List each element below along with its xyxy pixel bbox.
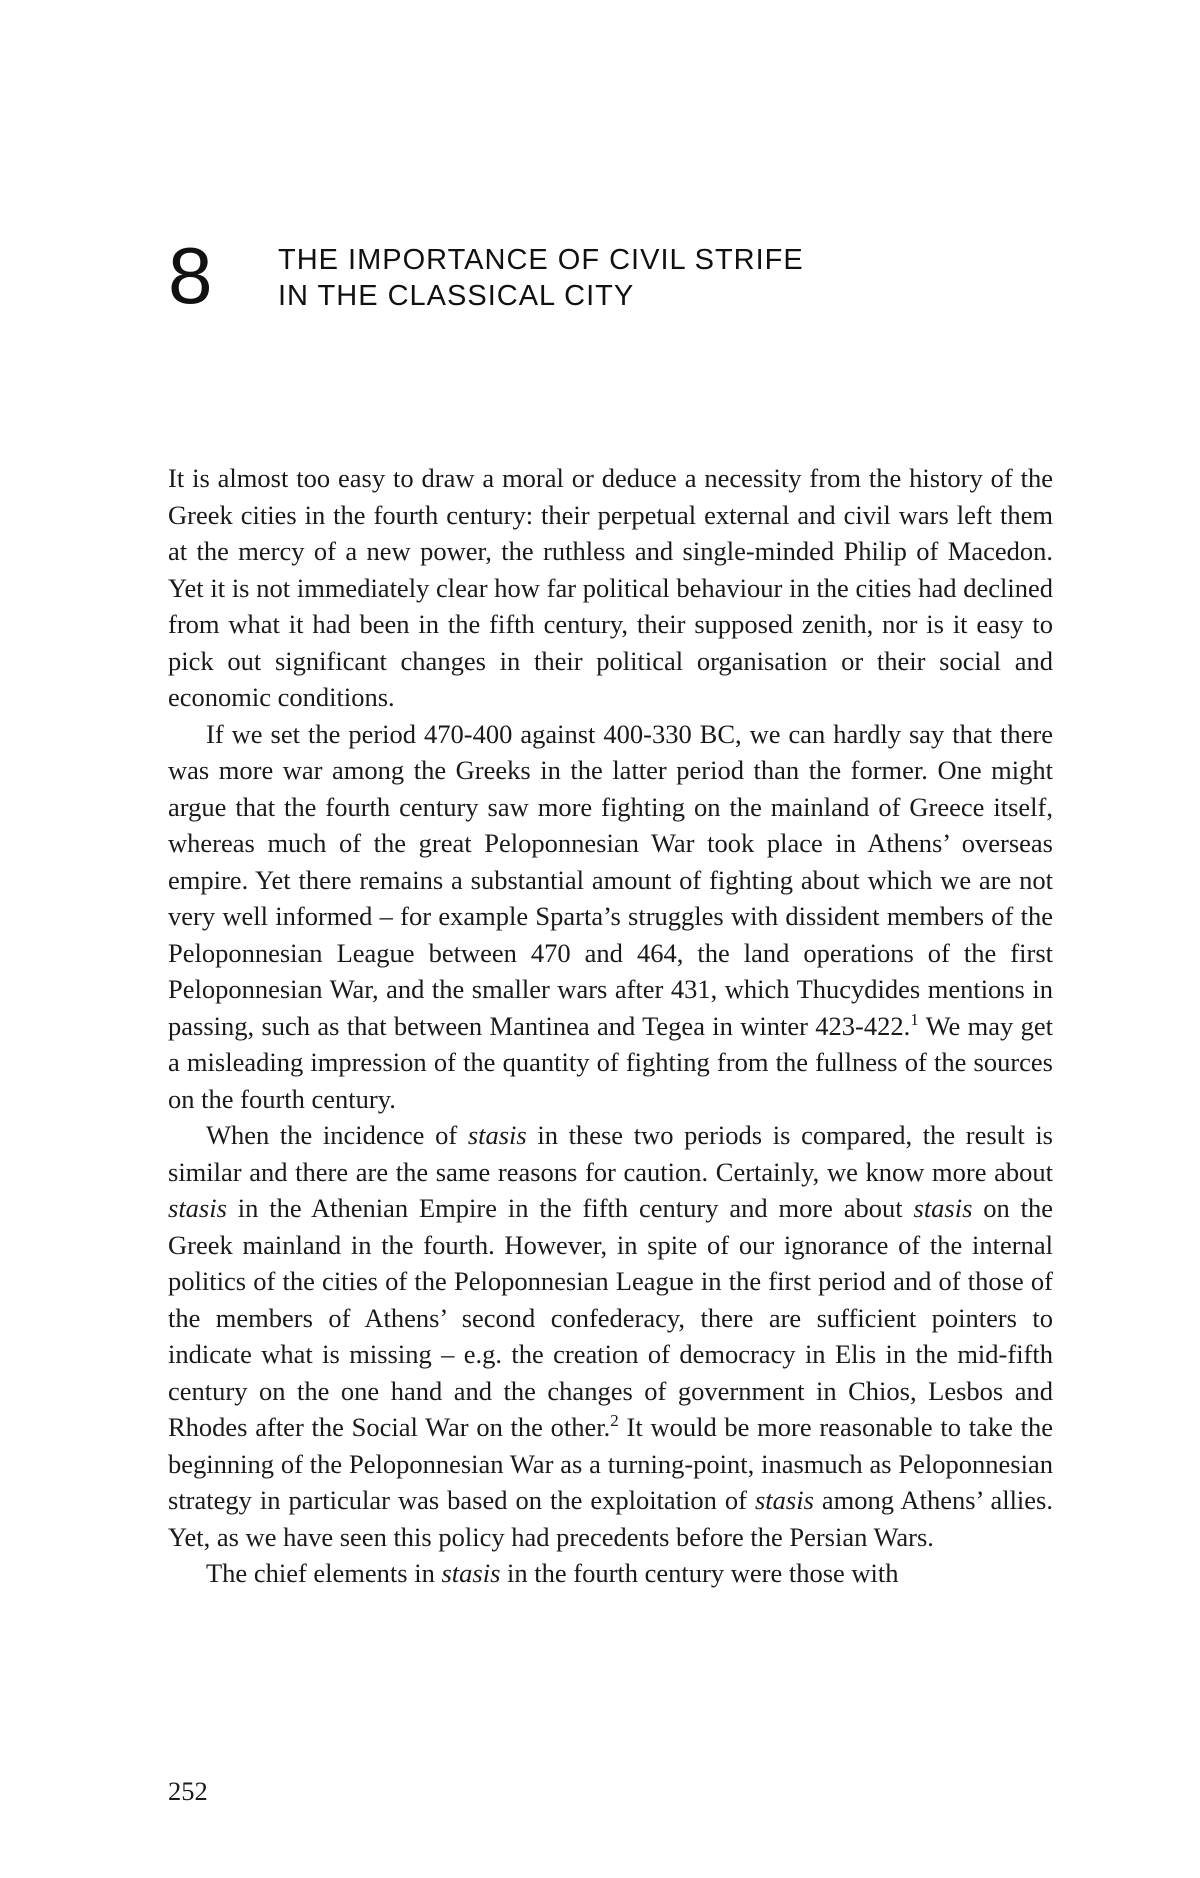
chapter-title <box>278 242 804 314</box>
chapter-title-line-1: THE IMPORTANCE OF CIVIL STRIFE <box>278 244 804 276</box>
paragraph-text: among Athens’ allies. Yet, as we have seen this policy had precedents before the Persian Wars. <box>168 1485 1053 1552</box>
body-text <box>168 460 1053 1592</box>
footnote-marker-1[interactable]: 1 <box>910 1009 919 1029</box>
paragraph-text: in the Athenian Empire in the fifth century and more about <box>226 1193 914 1223</box>
paragraph-text: If we set the period 470-400 against 400-330 BC, we can hardly say that there was more war among the Greeks in the latter period than the former. One might argue that the fourth century saw more fighting on the mainland of Greece itself, whereas much of the great Peloponnesian War took place in Athens’ overseas empire. Yet there remains a substantial amount of fighting about which we are not very well informed – for example Sparta’s struggles with dissident members of the Peloponnesian League between 470 and 464, the land operations of the first Peloponnesian War, and the smaller wars after 431, which Thucydides mentions in passing, such as that between Mantinea and Tegea in winter 423-422. <box>168 718 1053 1041</box>
paragraph-3 <box>168 1117 1053 1555</box>
paragraph-text: in these two periods is compared, the result is similar and there are the same reasons for caution. Certainly, we know more about <box>168 1120 1053 1187</box>
paragraph-1 <box>168 460 1053 716</box>
paragraph-text: It is almost too easy to draw a moral or deduce a necessity from the history of the Greek cities in the fourth century: their perpetual external and civil wars left them at the mercy of a new power, the ruthless and single-minded Philip of Macedon. Yet it is not immediately clear how far political behaviour in the cities had declined from what it had been in the fifth century, their supposed zenith, nor is it easy to pick out significant changes in their political organisation or their social and economic conditions. <box>168 463 1053 712</box>
italic-term-stasis: stasis <box>913 1193 973 1223</box>
chapter-heading <box>168 231 1068 320</box>
italic-term-stasis: stasis <box>441 1558 501 1588</box>
paragraph-text: We may get a misleading impression of the quantity of fighting from the fullness of the sources on the fourth century. <box>168 1010 1053 1114</box>
footnote-marker-2[interactable]: 2 <box>610 1411 619 1430</box>
paragraph-text: in the fourth century were those with <box>500 1558 899 1588</box>
chapter-number: 8 <box>168 231 213 320</box>
paragraph-text: It would be more reasonable to take the beginning of the Peloponnesian War as a turning-point, inasmuch as Peloponnesian strategy in particular was based on the exploitation of <box>168 1412 1053 1515</box>
page-number: 252 <box>168 1776 208 1806</box>
paragraph-2 <box>168 716 1053 1118</box>
paragraph-text: The chief elements in <box>206 1558 442 1588</box>
italic-term-stasis: stasis <box>168 1193 227 1223</box>
paragraph-4 <box>168 1555 1053 1592</box>
chapter-title-line-2: IN THE CLASSICAL CITY <box>278 280 635 312</box>
italic-term-stasis: stasis <box>467 1120 527 1150</box>
paragraph-text: on the Greek mainland in the fourth. However, in spite of our ignorance of the internal politics of the cities of the Peloponnesian League in the first period and of those of the members of Athens’ second confederacy, there are sufficient pointers to indicate what is missing – e.g. the creation of democracy in Elis in the mid-fifth century on the one hand and the changes of government in Chios, Lesbos and Rhodes after the Social War on the other. <box>168 1193 1054 1442</box>
paragraph-text: When the incidence of <box>206 1120 468 1150</box>
italic-term-stasis: stasis <box>754 1485 814 1515</box>
